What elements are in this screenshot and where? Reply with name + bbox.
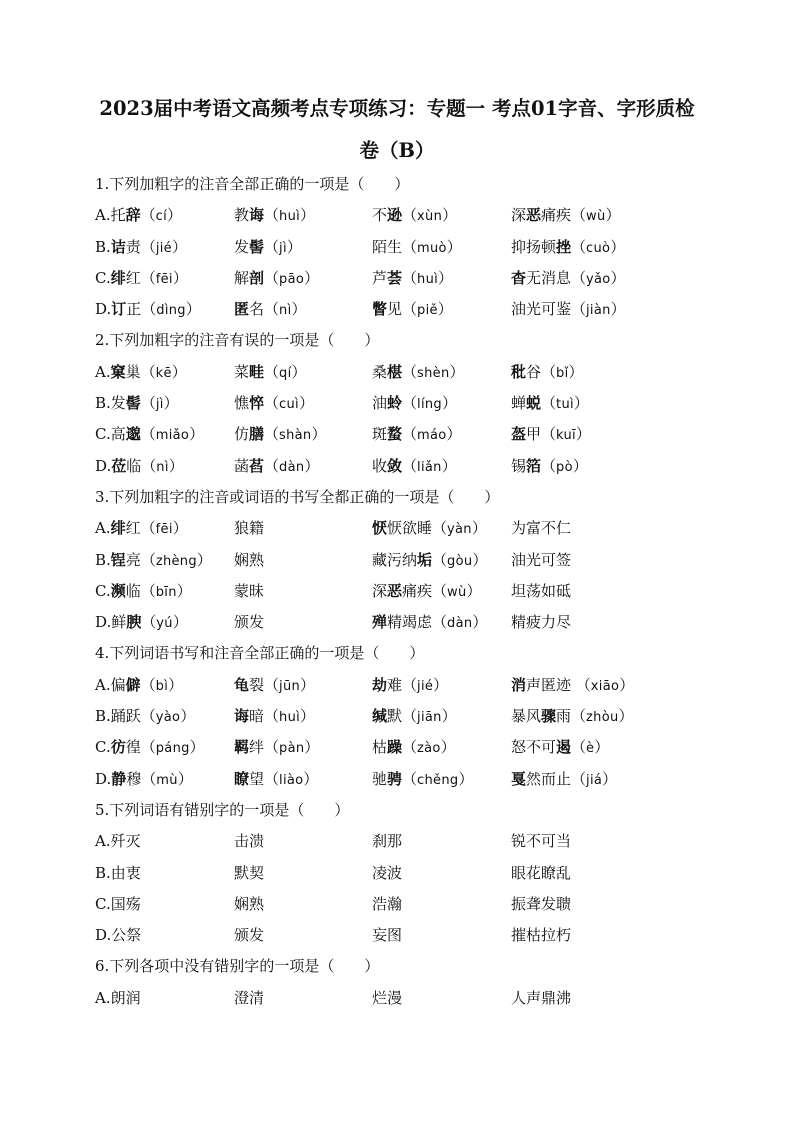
option-item: 油光可签 (511, 550, 572, 569)
option-row (95, 513, 735, 544)
option-row (95, 576, 735, 607)
option-item: 匿名（nì） (234, 300, 307, 319)
option-item: 油蛉（líng） (372, 394, 457, 413)
option-item: 瞥见（piě） (372, 300, 453, 319)
option-item: 戛然而止（jiá） (511, 769, 618, 788)
option-item: 眼花瞭乱 (511, 863, 572, 882)
option-item: 解剖（pāo） (234, 268, 320, 287)
question-stem: 6.下列各项中没有错别字的一项是（ ） (95, 957, 380, 976)
option-item: 刹那 (372, 832, 403, 851)
option-item: 菜畦（qí） (234, 362, 307, 381)
option-item: 妄图 (372, 926, 403, 945)
option-item: 颁发 (234, 613, 265, 632)
option-row (95, 200, 735, 231)
option-item: 澄清 (234, 988, 265, 1007)
question-stem: 5.下列词语有错别字的一项是（ ） (95, 800, 350, 819)
option-item: 桑椹（shèn） (372, 362, 465, 381)
option-item: 烂漫 (372, 988, 403, 1007)
option-item: D.静穆（mù） (95, 769, 193, 788)
option-item: 菡萏（dàn） (234, 456, 320, 475)
option-item: 振聋发聩 (511, 894, 572, 913)
option-item: 暴风骤雨（zhòu） (511, 707, 634, 726)
option-item: C.彷徨（páng） (95, 738, 205, 757)
option-row (95, 983, 735, 1014)
option-item: 娴熟 (234, 894, 265, 913)
question-stem: 4.下列词语书写和注音全部正确的一项是（ ） (95, 644, 425, 663)
option-item: 龟裂（jūn） (234, 675, 316, 694)
option-row (95, 357, 735, 388)
question-list (95, 169, 735, 1014)
option-item: C.绯红（fēi） (95, 268, 188, 287)
option-item: 抑扬顿挫（cuò） (511, 237, 626, 256)
option-item: D.公祭 (95, 926, 142, 945)
option-row (95, 545, 735, 576)
option-item: 怒不可遏（è） (511, 738, 610, 757)
option-item: 锐不可当 (511, 832, 572, 851)
option-item: 深恶痛疾（wù） (372, 581, 482, 600)
option-item: 杳无消息（yǎo） (511, 268, 626, 287)
option-item: 油光可鉴（jiàn） (511, 300, 626, 319)
option-row (95, 732, 735, 763)
option-item: 不逊（xùn） (372, 206, 458, 225)
option-item: 秕谷（bǐ） (511, 362, 584, 381)
option-item: 缄默（jiān） (372, 707, 457, 726)
option-item: C.国殇 (95, 894, 141, 913)
option-item: 击溃 (234, 832, 265, 851)
option-item: 收敛（liǎn） (372, 456, 457, 475)
option-item: 诲暗（huì） (234, 707, 316, 726)
option-item: 盔甲（kuī） (511, 425, 591, 444)
option-row (95, 701, 735, 732)
option-item: 枯躁（zào） (372, 738, 456, 757)
option-item: B.踊跃（yào） (95, 707, 196, 726)
option-row (95, 388, 735, 419)
option-item: D.莅临（nì） (95, 456, 184, 475)
option-item: 瞭望（liào） (234, 769, 319, 788)
option-item: 颁发 (234, 926, 265, 945)
option-row (95, 889, 735, 920)
option-item: B.发髻（jì） (95, 394, 179, 413)
option-row (95, 232, 735, 263)
option-item: D.订正（dìng） (95, 300, 201, 319)
option-row (95, 419, 735, 450)
question-stem: 2.下列加粗字的注音有误的一项是（ ） (95, 331, 380, 350)
option-item: B.诘责（jié） (95, 237, 187, 256)
option-item: 摧枯拉朽 (511, 926, 572, 945)
option-row (95, 607, 735, 638)
option-item: A.歼灭 (95, 832, 141, 851)
option-item: 仿膳（shàn） (234, 425, 327, 444)
option-item: 驰骋（chěng） (372, 769, 474, 788)
option-item: 人声鼎沸 (511, 988, 572, 1007)
option-item: C.濒临（bīn） (95, 581, 192, 600)
option-item: 狼籍 (234, 519, 265, 538)
option-item: 恹恹欲睡（yàn） (372, 519, 487, 538)
option-item: 娴熟 (234, 550, 265, 569)
title-line-1: 2023届中考语文高频考点专项练习：专题一 考点01字音、字形质检 (99, 97, 695, 120)
option-row (95, 670, 735, 701)
option-row (95, 764, 735, 795)
option-item: A.窠巢（kē） (95, 362, 187, 381)
option-item: 斑蝥（máo） (372, 425, 462, 444)
option-item: D.鲜腴（yú） (95, 613, 188, 632)
option-row (95, 858, 735, 889)
option-item: 芦荟（huì） (372, 268, 454, 287)
option-row (95, 920, 735, 951)
option-item: 藏污纳垢（gòu） (372, 550, 488, 569)
option-item: 默契 (234, 863, 265, 882)
option-item: 蝉蜕（tuì） (511, 394, 589, 413)
option-item: 蒙昧 (234, 581, 265, 600)
option-item: 教诲（huì） (234, 206, 316, 225)
option-item: B.锃亮（zhèng） (95, 550, 212, 569)
option-item: B.由衷 (95, 863, 141, 882)
document-title (60, 88, 734, 172)
option-row (95, 294, 735, 325)
option-item: 消声匿迹 （xiāo） (511, 675, 635, 694)
option-item: 羁绊（pàn） (234, 738, 320, 757)
option-item: C.高邈（miǎo） (95, 425, 205, 444)
option-item: 陌生（muò） (372, 237, 462, 256)
question-stem: 1.下列加粗字的注音全部正确的一项是（ ） (95, 175, 410, 193)
option-item: 凌波 (372, 863, 403, 882)
option-item: A.偏僻（bì） (95, 675, 184, 694)
option-item: 精疲力尽 (511, 613, 572, 632)
option-item: 坦荡如砥 (511, 581, 572, 600)
option-row (95, 263, 735, 294)
option-item: 为富不仁 (511, 519, 572, 538)
option-item: A.朗润 (95, 988, 141, 1007)
title-line-2: 卷（B） (359, 139, 435, 162)
option-item: 锡箔（pò） (511, 456, 588, 475)
option-item: 劫难（jié） (372, 675, 449, 694)
option-item: 发髻（jì） (234, 237, 302, 256)
option-row (95, 451, 735, 482)
option-item: 殚精竭虑（dàn） (372, 613, 488, 632)
option-row (95, 826, 735, 857)
option-item: 深恶痛疾（wù） (511, 206, 621, 225)
option-item: A.托辞（cí） (95, 206, 183, 225)
question-stem: 3.下列加粗字的注音或词语的书写全都正确的一项是（ ） (95, 487, 500, 506)
option-item: 憔悴（cuì） (234, 394, 314, 413)
option-item: 浩瀚 (372, 894, 403, 913)
option-item: A.绯红（fēi） (95, 519, 188, 538)
